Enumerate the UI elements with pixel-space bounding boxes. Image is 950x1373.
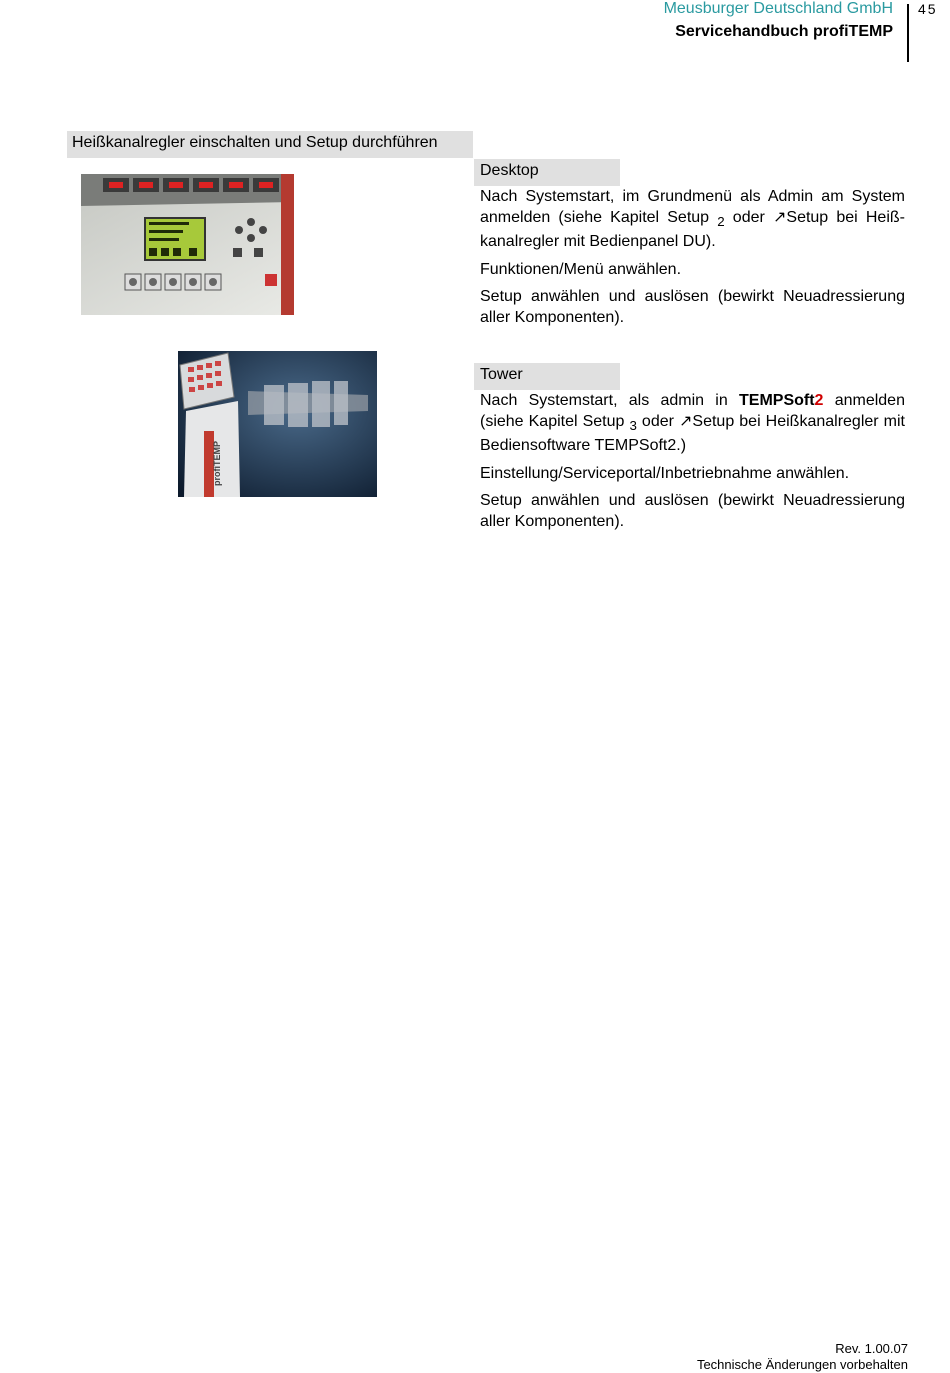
desktop-step-2: Funktionen/Menü anwählen. [480, 260, 682, 278]
tower-controller-image [178, 351, 377, 497]
section-title: Heißkanalregler einschalten und Setup durchführen [67, 131, 473, 158]
tower-step-1: Nach Systemstart, als admin in TEMPSoft2 anmelden (siehe Kapitel Setup $_3$ oder ↗Setup bei Heißkanalregler mit Bediensoftware TEMPSoft2.) [480, 392, 905, 455]
page-number: 45 [918, 1, 938, 17]
tower-instructions [480, 391, 905, 539]
desktop-step-1: Nach Systemstart, im Grundmenü als Admin am System anmelden (siehe Kapitel Setup $_2$ oder ↗Setup bei Heiß-kanalregler mit Bedienpanel DU). [480, 188, 905, 251]
company-name: Meusburger Deutschland GmbH [663, 0, 893, 17]
tower-step-2: Einstellung/Serviceportal/Inbetriebnahme anwählen. [480, 464, 850, 482]
footer-note: Technische Änderungen vorbehalten [696, 1357, 908, 1372]
desktop-subtitle: Desktop [474, 159, 620, 186]
desktop-step-3: Setup anwählen und auslösen (bewirkt Neuadressierung aller Komponenten). [480, 288, 905, 326]
desktop-instructions [480, 187, 905, 335]
tower-step-3: Setup anwählen und auslösen (bewirkt Neuadressierung aller Komponenten). [480, 492, 905, 530]
revision-number: Rev. 1.00.07 [835, 1341, 908, 1356]
tower-brand-label: profiTEMP [212, 441, 222, 486]
brand-tempsoft: TEMPSoft2 [739, 392, 824, 409]
document-title: Servicehandbuch profiTEMP [675, 23, 893, 40]
tower-subtitle: Tower [474, 363, 620, 390]
desktop-controller-image [81, 174, 294, 315]
link-arrow-icon: ↗ [772, 208, 787, 226]
header-divider [907, 4, 909, 62]
link-arrow-icon: ↗ [679, 412, 693, 430]
